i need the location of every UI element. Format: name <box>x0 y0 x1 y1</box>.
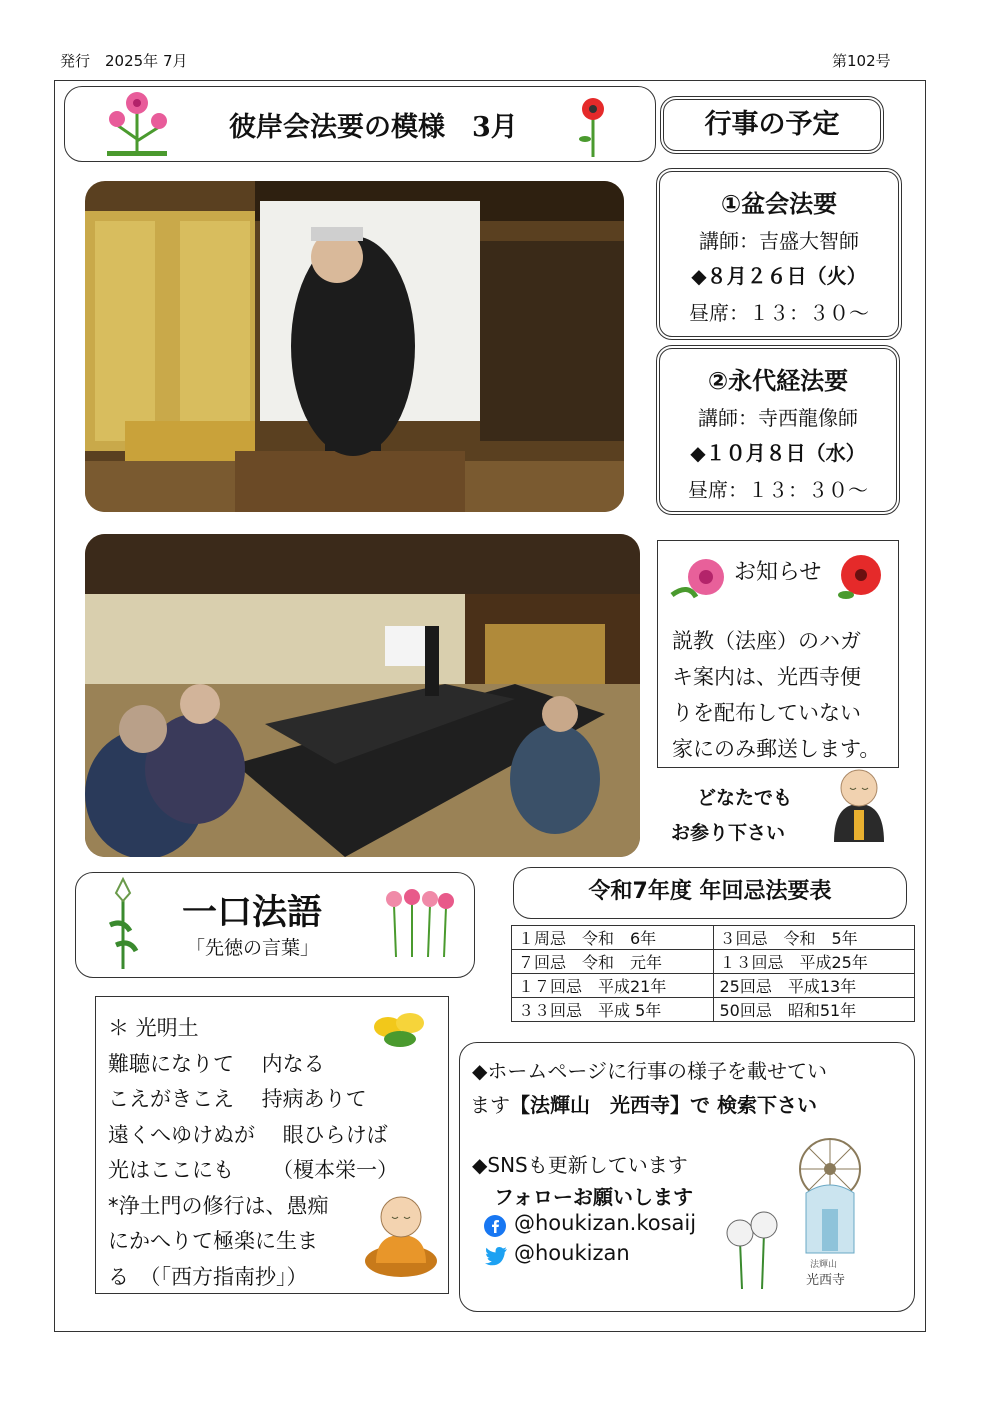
event-card-2 <box>656 345 900 515</box>
sns-line-1: ◆SNSも更新しています <box>472 1153 688 1177</box>
table-cell: １７回忌 平成21年 <box>512 974 714 998</box>
speaker-photo <box>85 181 624 512</box>
table-row <box>512 926 915 950</box>
table-cell: ３３回忌 平成 5年 <box>512 998 714 1022</box>
poem-box <box>95 996 449 1294</box>
table-cell: 25回忌 平成13年 <box>713 974 915 998</box>
twitter-icon[interactable] <box>484 1245 508 1267</box>
invite-line-1: どなたでも <box>697 787 793 809</box>
table-cell: １周忌 令和 6年 <box>512 926 714 950</box>
twitter-handle[interactable]: @houkizan <box>514 1241 630 1265</box>
event-date: ◆８月２６日（火） <box>691 264 867 288</box>
event-title: ①盆会法要 <box>720 190 838 218</box>
notice-line: キ案内は、光西寺便 <box>672 665 861 689</box>
web-line-2-lead: ます <box>470 1093 510 1117</box>
poem-line: る （「西方指南抄」） <box>108 1264 308 1289</box>
poem-line: ＊ 光明土 <box>108 1016 199 1040</box>
event-lecturer: 講師：吉盛大智師 <box>699 229 859 253</box>
speaker-photo-image <box>85 181 624 512</box>
poem-line: 難聴になりて 内なる <box>108 1051 325 1076</box>
notice-line: 家にのみ郵送します。 <box>672 737 881 761</box>
lily-icon <box>100 875 146 971</box>
web-line-1: ◆ホームページに行事の様子を載せてい <box>472 1059 827 1083</box>
poem-line: にかへりて極楽に生ま <box>108 1229 318 1253</box>
poem-line: こえがきこえ 持病ありて <box>108 1087 367 1111</box>
logo-temple-name: 光西寺 <box>806 1273 846 1288</box>
yellow-flower-icon <box>370 1005 434 1051</box>
poem-line: 光はここにも （榎本栄一） <box>108 1158 399 1182</box>
flower-icon <box>666 553 730 603</box>
table-cell: ７回忌 令和 元年 <box>512 950 714 974</box>
notice-box <box>657 540 899 768</box>
event-time: 昼席：１３：３０～ <box>689 301 869 325</box>
issue-date: 発行 2025年 7月 <box>60 52 188 70</box>
poem-line: *浄土門の修行は、愚痴 <box>108 1193 329 1218</box>
monk-icon <box>830 766 888 842</box>
web-search-phrase: 【法輝山 光西寺】で 検索下さい <box>510 1093 817 1117</box>
hogo-box <box>75 872 475 978</box>
events-heading: 行事の予定 <box>660 96 884 154</box>
poem-line: 遠くへゆけぬが 眼ひらけば <box>108 1122 388 1147</box>
web-box <box>459 1042 915 1312</box>
poppy-icon <box>834 551 888 601</box>
table-row <box>512 974 915 998</box>
table-row <box>512 998 915 1022</box>
table-cell: ３回忌 令和 5年 <box>713 926 915 950</box>
notice-body <box>672 623 880 767</box>
flower-icon <box>99 89 175 159</box>
invite-line-2: お参り下さい <box>671 822 786 844</box>
clover-flower-icon <box>722 1203 782 1291</box>
memorial-title: 令和7年度 年回忌法要表 <box>513 867 907 919</box>
poem-body <box>108 1011 398 1295</box>
hogo-title: 一口法語 <box>182 892 323 933</box>
table-row <box>512 950 915 974</box>
higan-title-box <box>64 86 656 162</box>
event-card-1 <box>656 168 902 340</box>
poppy-icon <box>575 95 611 159</box>
table-cell: 50回忌 昭和51年 <box>713 998 915 1022</box>
event-date: ◆１０月８日（水） <box>690 441 866 465</box>
issue-number: 第102号 <box>832 52 891 70</box>
notice-line: 説教（法座）のハガ <box>672 629 861 653</box>
logo-small-text: 法輝山 <box>810 1260 838 1270</box>
event-lecturer: 講師：寺西龍像師 <box>698 406 858 430</box>
pink-flowers-icon <box>382 887 456 959</box>
hogo-subtitle: 「先徳の言葉」 <box>186 937 320 959</box>
sns-line-2: フォローお願いします <box>494 1185 693 1209</box>
hall-photo <box>85 534 640 857</box>
notice-line: りを配布していない <box>672 701 861 725</box>
buddha-icon <box>362 1191 440 1279</box>
notice-heading: お知らせ <box>734 560 822 585</box>
memorial-table <box>511 925 915 1022</box>
table-cell: １３回忌 平成25年 <box>713 950 915 974</box>
higan-title: 彼岸会法要の模様 3月 <box>229 112 518 143</box>
hall-photo-image <box>85 534 640 857</box>
event-title: ②永代経法要 <box>707 367 849 395</box>
facebook-handle[interactable]: @houkizan.kosaij <box>514 1211 697 1235</box>
web-line-2 <box>470 1089 817 1118</box>
event-time: 昼席：１３：３０～ <box>688 478 868 502</box>
facebook-icon[interactable] <box>484 1215 506 1237</box>
